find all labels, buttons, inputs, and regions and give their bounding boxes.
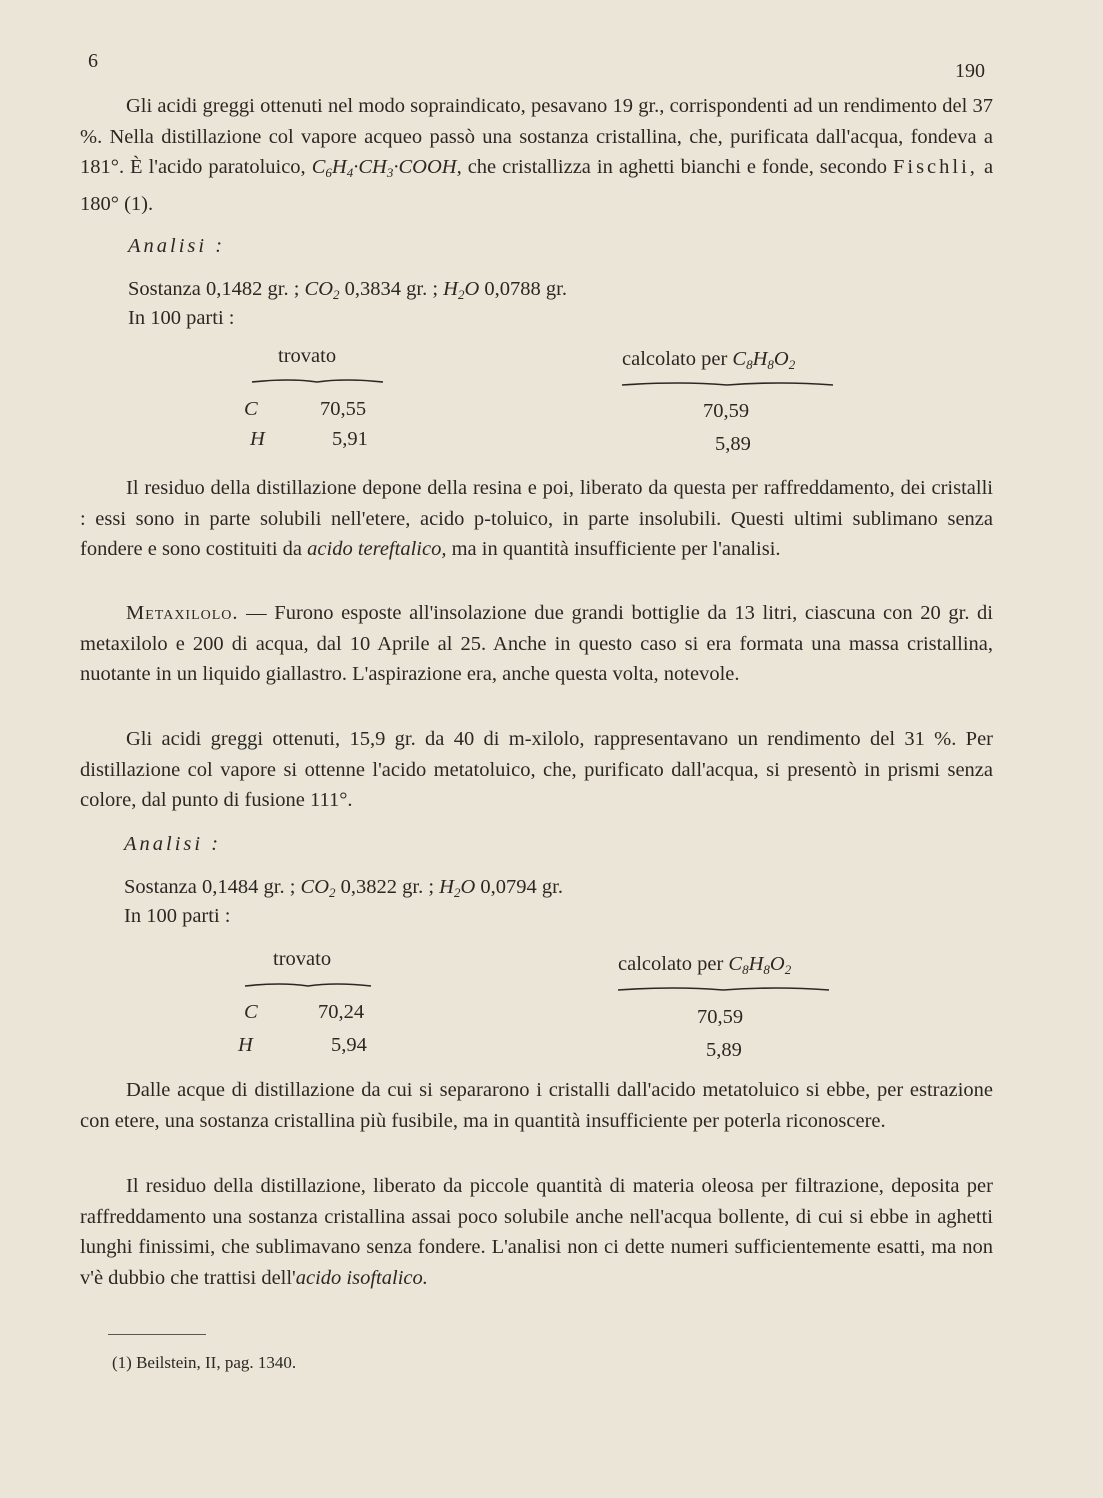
paragraph-residue [80,473,993,565]
paragraph-extraction: Dalle acque di distillazione da cui si separarono i cristalli dall'acido metatoluico si ebbe, per estrazione con etere, una sostanza cristallina più fusibile, ma in quantità insufficiente per poterla riconoscere. [80,1079,993,1132]
author-name: Fischli, [892,156,978,178]
analysis-title: Analisi : [128,235,226,257]
calc-label [618,953,791,978]
calc-formula: $C_8H_8O_2$ [732,348,796,372]
compound-name: acido isoftalico. [295,1266,428,1289]
calc-formula: $C_8H_8O_2$ [728,953,792,977]
calc-label-text: calcolato per [622,348,728,370]
paragraph-text: Il residuo della distillazione depone della resina e poi, liberato da questa per raffreddamento, dei cristalli : essi sono in parte solubili nell'etere, acido p-toluico, in parte insolubili. Questi ultimi sublimano senza fondere e sono costituiti da [80,477,993,560]
paragraph-text: Il residuo della distillazione, liberato da piccole quantità di materia oleosa per filtrazione, deposita per raffreddamento una sostanza cristallina assai poco solubile anche nell'acqua bollente, di cui si ebbe in aghetti lunghi finissimi, che sublimavano senza fondere. L'analisi non ci dette numeri sufficientemente esatti, ma non v'è dubbio che trattisi dell' [80,1175,993,1289]
element-c: C [244,398,258,420]
formula-co2: $CO_2$ [300,876,336,900]
measure-text: 0,0788 gr. [484,278,567,300]
measure-text: 0,0794 gr. [480,876,563,898]
found-brace [243,980,373,990]
calc-h: 5,89 [706,1039,742,1061]
section-heading: Metaxilolo. [126,602,239,624]
calc-c: 70,59 [697,1006,744,1028]
calc-brace [620,379,835,389]
paragraph-text: a 180° (1). [80,156,994,215]
paragraph-text: che cristallizza in aghetti bianchi e fonde, secondo [467,156,887,178]
paragraph-text: — Furono esposte all'insolazione due grandi bottiglie da 13 litri, ciascuna con 20 gr. di metaxilolo e 200 di acqua, dal 10 Aprile al 25. Anche in questo caso si era formata una massa cristallina, nuotante in un liquido giallastro. L'aspirazione era, anche questa volta, notevole. [80,602,994,685]
calc-label-text: calcolato per [618,953,724,975]
calc-label [622,348,795,373]
analysis-measure-line [124,876,563,901]
formula-h2o: $H_2O$ [443,278,480,302]
paragraph-text: ma in quantità insufficiente per l'analisi. [451,538,781,560]
found-label: trovato [278,345,337,367]
analysis-measure-line [128,278,567,303]
element-h: H [250,428,265,450]
paragraph-paratoluic [80,91,993,219]
found-h: 5,94 [331,1034,367,1056]
measure-text: Sostanza 0,1484 gr. ; [124,876,296,898]
calc-c: 70,59 [703,400,750,422]
paragraph-isophthalic [80,1171,993,1293]
calc-brace [616,984,831,994]
element-h: H [238,1034,253,1056]
measure-text: 0,3822 gr. ; [340,876,435,898]
footnote-rule [108,1334,206,1335]
paragraph-metaxilolo [80,598,993,690]
formula-h2o: $H_2O$ [439,876,476,900]
found-brace [250,376,385,386]
analysis-parts-line: In 100 parti : [128,307,235,329]
paragraph-metatoluic: Gli acidi greggi ottenuti, 15,9 gr. da 40 di m-xilolo, rappresentavano un rendimento del 31 %. Per distillazione col vapore si ottenne l'acido metatoluico, che, purificato dall'acqua, si presentò in prismi senza colore, dal punto di fusione 111°. [80,728,993,811]
found-h: 5,91 [332,428,368,450]
analysis-parts-line: In 100 parti : [124,905,231,927]
measure-text: Sostanza 0,1482 gr. ; [128,278,300,300]
element-c: C [244,1001,258,1023]
page-number-left: 6 [88,50,98,72]
calc-h: 5,89 [715,433,751,455]
analysis-title: Analisi : [124,833,222,855]
found-label: trovato [273,948,332,970]
found-c: 70,24 [318,1001,365,1023]
page-number-right: 190 [955,60,985,82]
formula-co2: $CO_2$ [304,278,340,302]
paragraph-text: Gli acidi greggi ottenuti nel modo sopraindicato, pesavano 19 gr., corrispondenti ad un rendimento del 37 %. Nella distillazione col vapore acqueo passò una sostanza cristallina, che, purificata dall'acqua, fondeva a 181°. È l'acido paratoluico, [80,95,993,178]
formula-paratoluic: $C_6H_4\cdot CH_3\cdot COOH$, [311,156,462,180]
footnote: (1) Beilstein, II, pag. 1340. [112,1353,297,1372]
measure-text: 0,3834 gr. ; [344,278,439,300]
compound-name: acido tereftalico, [307,538,447,560]
found-c: 70,55 [320,398,367,420]
